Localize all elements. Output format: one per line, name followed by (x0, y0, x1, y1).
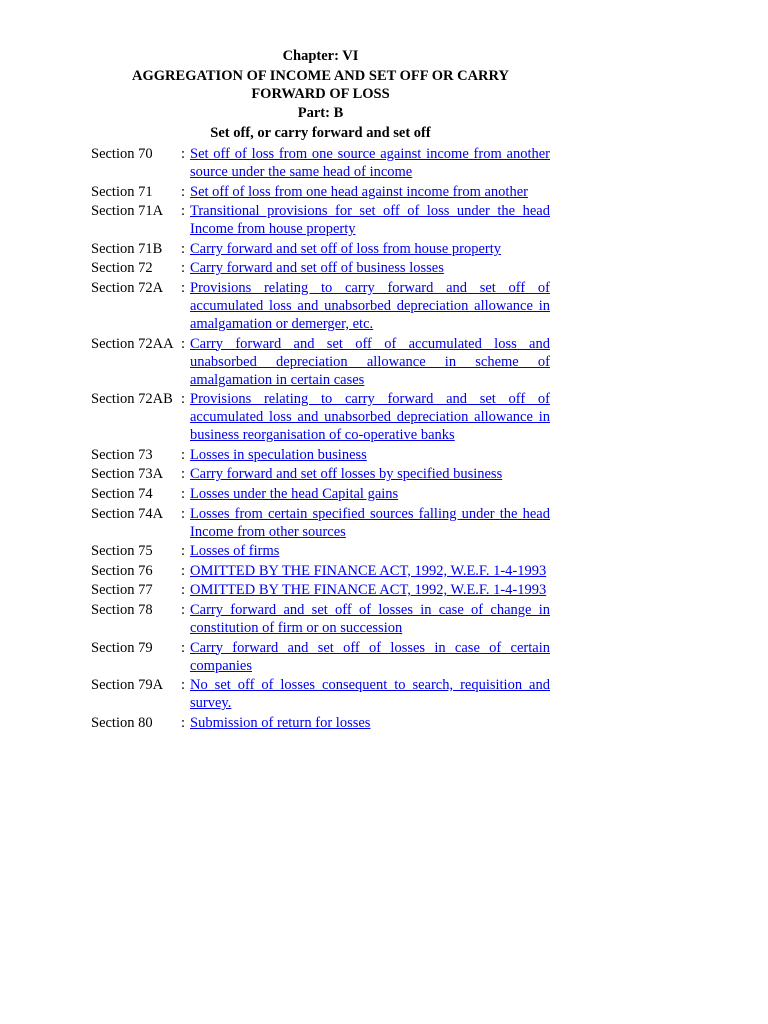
section-row (91, 676, 550, 712)
section-separator: : (181, 639, 186, 656)
section-row (91, 485, 550, 503)
section-row (91, 639, 550, 675)
section-number: Section 79A (91, 677, 164, 694)
chapter-title-line-1: AGGREGATION OF INCOME AND SET OFF OR CARRY (132, 67, 509, 84)
section-link[interactable]: Losses under the head Capital gains (190, 485, 399, 502)
section-link[interactable]: Losses from certain specified sources falling under the head Income from other sources (190, 505, 550, 540)
section-row (91, 581, 550, 599)
section-row (91, 542, 550, 560)
section-number: Section 72AB (91, 391, 173, 408)
section-number: Section 79 (91, 639, 153, 656)
section-link[interactable]: Transitional provisions for set off of loss under the head Income from house property (190, 203, 550, 238)
section-number: Section 80 (91, 714, 153, 731)
section-separator: : (181, 446, 186, 463)
section-link[interactable]: Set off of loss from one source against income from another source under the same head of income (190, 146, 550, 180)
section-link[interactable]: Carry forward and set off of accumulated loss and unabsorbed depreciation allowance in scheme of amalgamation in certain cases (190, 335, 550, 388)
section-number: Section 70 (91, 146, 153, 162)
section-link[interactable]: OMITTED BY THE FINANCE ACT, 1992, W.E.F. 1-4-1993 (190, 582, 547, 599)
chapter-title-line-2: FORWARD OF LOSS (251, 85, 390, 102)
section-number: Section 72AA (91, 335, 174, 352)
section-separator: : (181, 260, 186, 277)
section-number: Section 73 (91, 446, 153, 463)
section-number: Section 76 (91, 562, 153, 579)
section-link[interactable]: Carry forward and set off of loss from house property (190, 240, 501, 257)
section-link[interactable]: Carry forward and set off of losses in case of change in constitution of firm or on succession (190, 601, 550, 636)
section-number: Section 77 (91, 582, 153, 599)
section-row (91, 183, 550, 201)
section-link[interactable]: Losses of firms (190, 543, 280, 560)
part-heading: Part: B (297, 105, 344, 121)
section-row (91, 259, 550, 277)
section-link[interactable]: Provisions relating to carry forward and set off of accumulated loss and unabsorbed depreciation allowance in amalgamation or demerger, etc. (190, 279, 550, 332)
section-separator: : (181, 146, 186, 162)
section-link[interactable]: Provisions relating to carry forward and set off of accumulated loss and unabsorbed depreciation allowance in business reorganisation of co-operative banks (190, 391, 550, 444)
section-link[interactable]: Submission of return for losses (190, 714, 371, 731)
section-number: Section 74 (91, 485, 153, 502)
section-number: Section 78 (91, 601, 153, 618)
section-number: Section 72 (91, 260, 153, 277)
section-separator: : (181, 466, 186, 483)
section-row (91, 562, 550, 580)
section-link[interactable]: OMITTED BY THE FINANCE ACT, 1992, W.E.F. 1-4-1993 (190, 562, 547, 579)
section-row (91, 714, 550, 732)
section-separator: : (181, 505, 186, 522)
section-separator: : (181, 240, 186, 257)
section-separator: : (181, 391, 186, 408)
section-link[interactable]: Carry forward and set off losses by specified business (190, 466, 503, 483)
section-number: Section 72A (91, 279, 164, 296)
section-list (91, 145, 550, 732)
part-subtitle: Set off, or carry forward and set off (210, 125, 431, 141)
section-number: Section 74A (91, 505, 164, 522)
section-row (91, 145, 550, 181)
section-row (91, 505, 550, 541)
section-separator: : (181, 279, 186, 296)
section-row (91, 279, 550, 333)
section-separator: : (181, 601, 186, 618)
section-separator: : (181, 203, 186, 220)
section-row (91, 202, 550, 238)
section-number: Section 71A (91, 203, 164, 220)
section-number: Section 73A (91, 466, 164, 483)
section-separator: : (181, 335, 186, 352)
section-separator: : (181, 183, 186, 200)
section-number: Section 71 (91, 183, 153, 200)
section-number: Section 75 (91, 543, 153, 560)
section-separator: : (181, 582, 186, 599)
section-row (91, 601, 550, 637)
section-separator: : (181, 543, 186, 560)
section-row (91, 390, 550, 444)
section-number: Section 71B (91, 240, 163, 257)
section-separator: : (181, 714, 186, 731)
section-separator: : (181, 485, 186, 502)
section-link[interactable]: Carry forward and set off of business losses (190, 260, 444, 277)
section-link[interactable]: Carry forward and set off of losses in case of certain companies (190, 639, 550, 674)
document-page (91, 47, 550, 733)
section-row (91, 240, 550, 258)
section-link[interactable]: No set off of losses consequent to search, requisition and survey. (190, 677, 550, 712)
section-separator: : (181, 562, 186, 579)
chapter-heading: Chapter: VI (282, 48, 359, 64)
section-row (91, 446, 550, 464)
section-link[interactable]: Set off of loss from one head against income from another (190, 183, 528, 200)
section-row (91, 335, 550, 389)
section-link[interactable]: Losses in speculation business (190, 446, 367, 463)
section-separator: : (181, 677, 186, 694)
section-row (91, 465, 550, 483)
